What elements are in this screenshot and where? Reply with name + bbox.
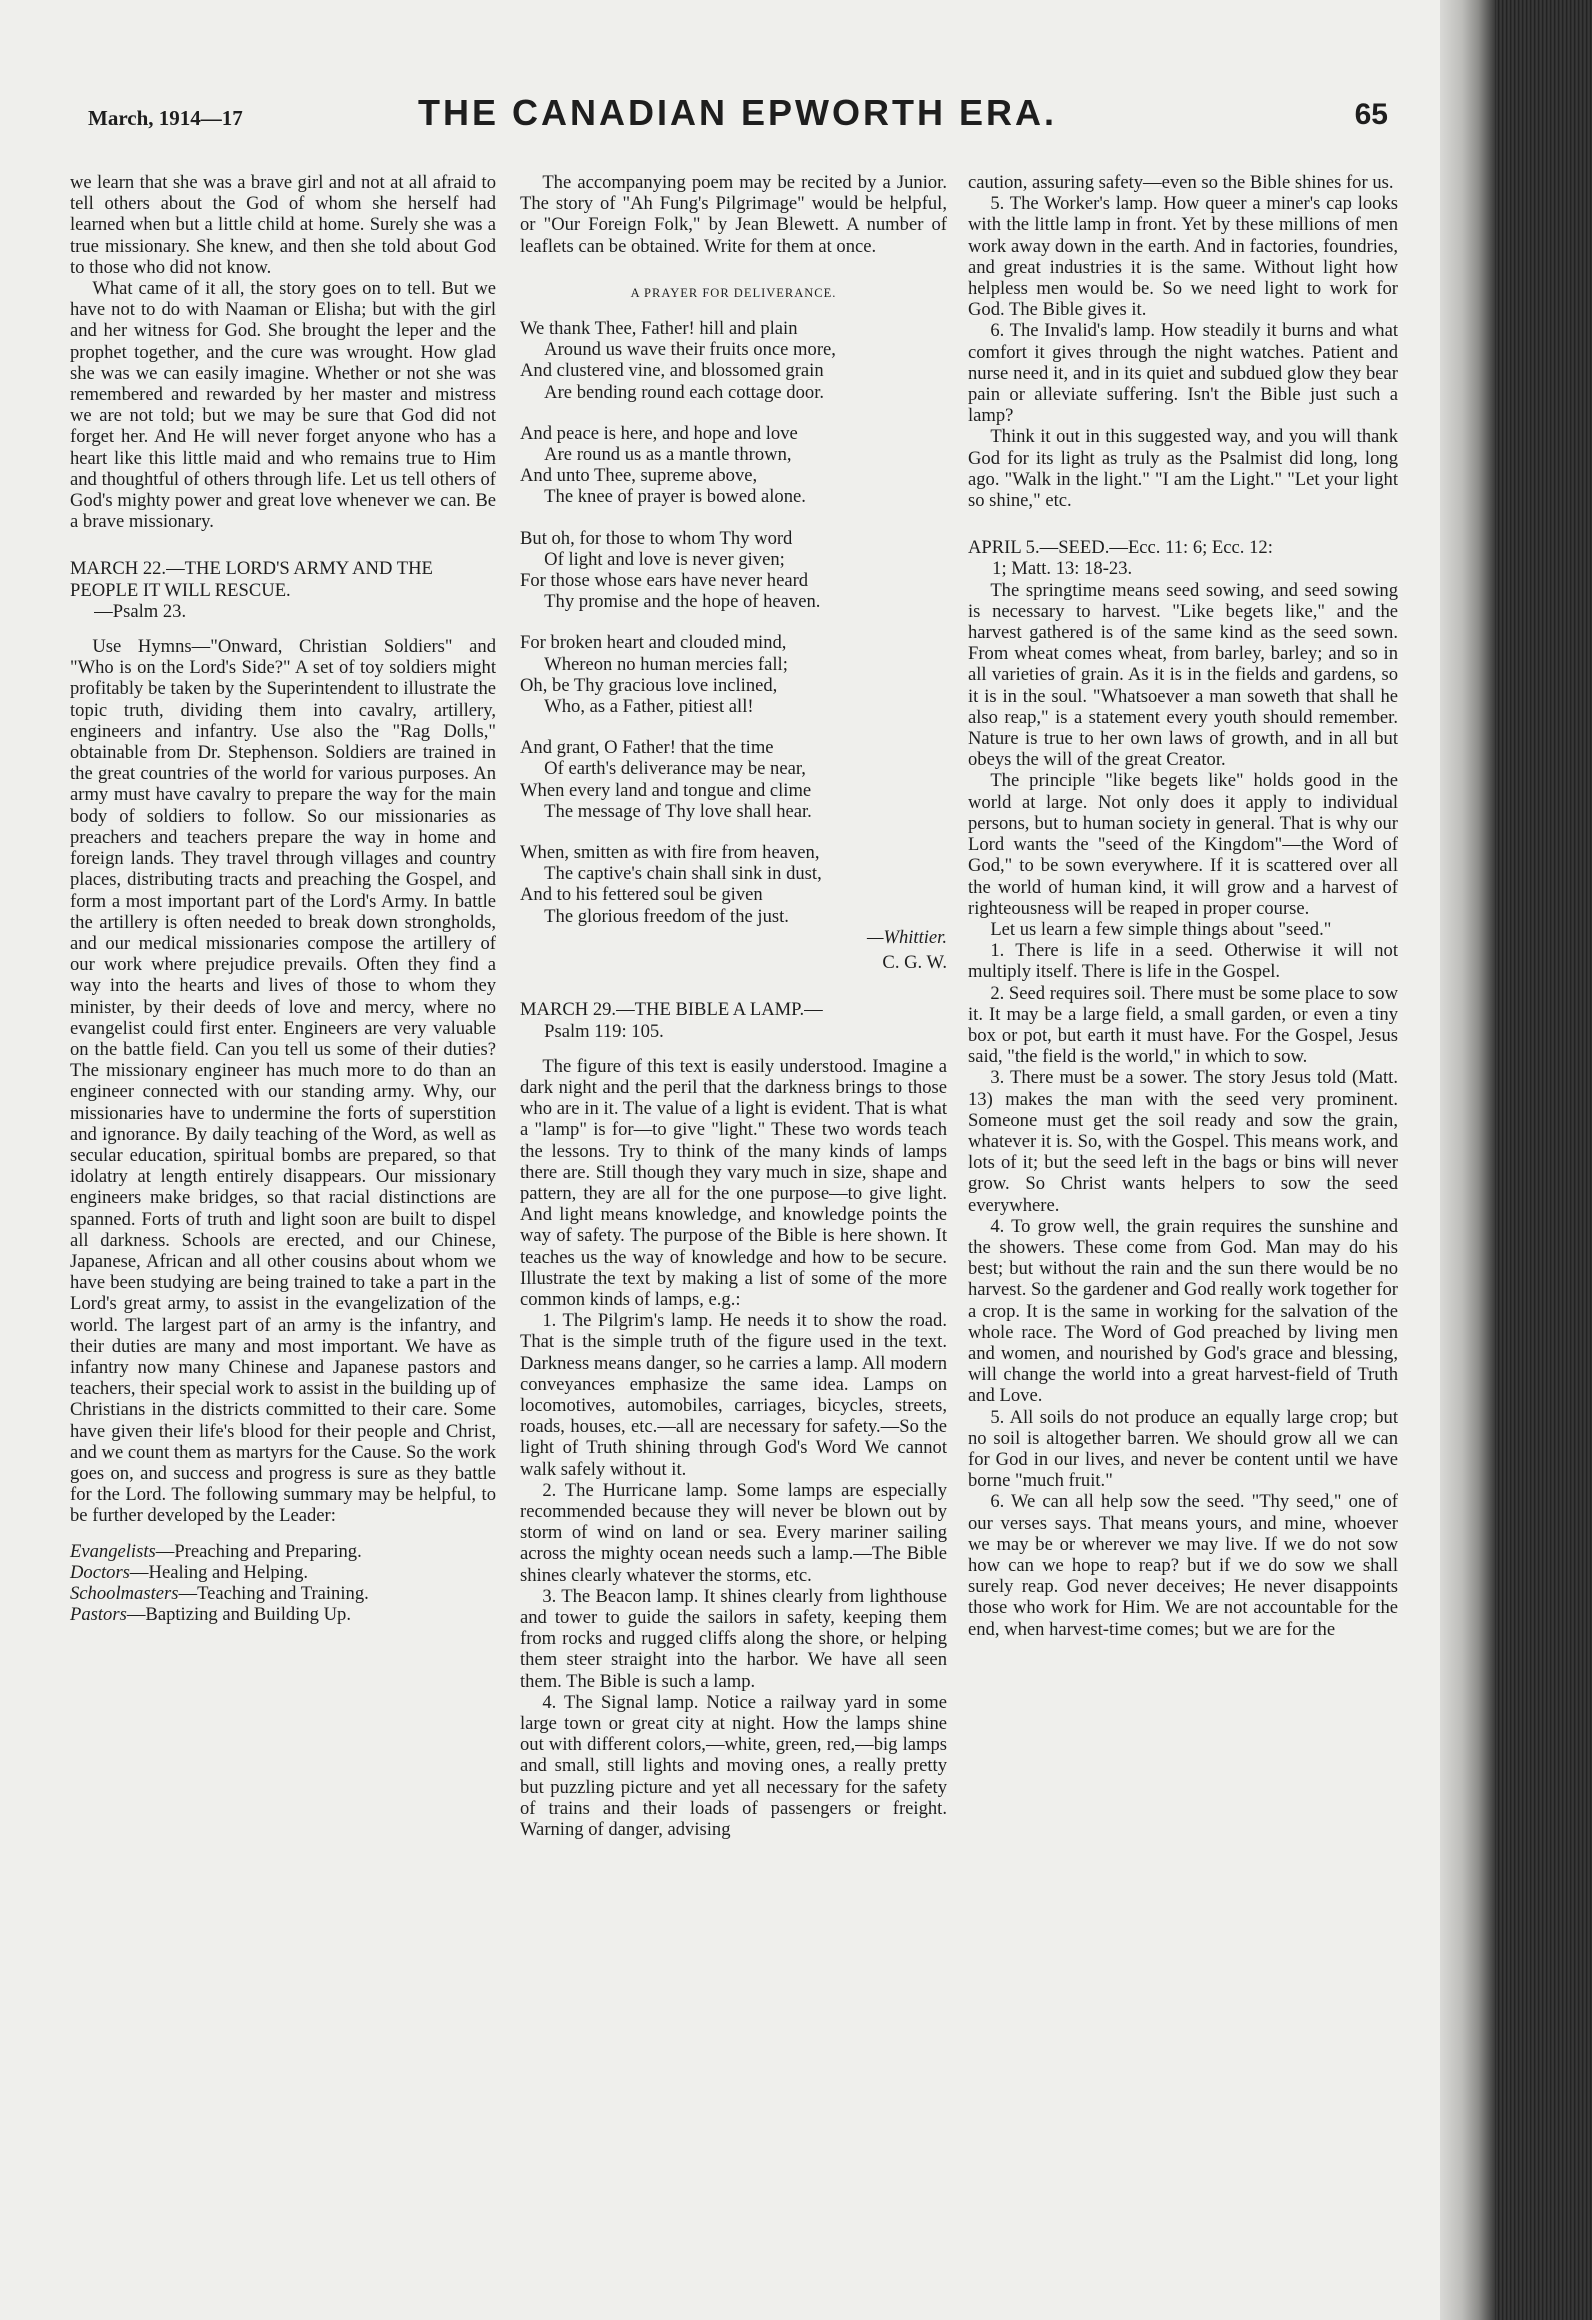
column-1	[70, 172, 496, 1625]
paragraph: 2. Seed requires soil. There must be some place to sow it. It may be a large field, a small garden, or even a tiny box or pot, but earth it must have. For the Gospel, Jesus said, "the field is the world," in which to sow.	[968, 982, 1398, 1068]
section-reference: 1; Matt. 13: 18-23.	[992, 558, 1133, 580]
paragraph: 2. The Hurricane lamp. Some lamps are especially recommended because they will never be blown out by storm of wind on land or sea. Every mariner sailing across the mighty ocean needs such a lamp.—The Bible shines clearly whatever the storms, etc.	[520, 1479, 947, 1586]
role-line: Evangelists—Preaching and Preparing.	[70, 1540, 362, 1562]
column-2	[520, 172, 947, 1840]
page-number: 65	[1354, 98, 1388, 131]
section-heading	[968, 537, 1398, 579]
paragraph: The figure of this text is easily understood. Imagine a dark night and the peril that the darkness brings to those who are in it. The value of a light is evident. That is what a "lamp" is for—to give "light." These two words teach the lessons. Try to think of the many kinds of lamps there are. Still though they vary much in size, shape and pattern, they are all for the one purpose—to give light. And light means knowledge, and knowledge points the way of safety. The purpose of the Bible is here shown. It teaches us the way of knowledge and how to be secure. Illustrate the text by making a list of some of the more common kinds of lamps, e.g.:	[520, 1055, 947, 1310]
page-curl-edge	[1440, 0, 1495, 2320]
section-heading	[70, 558, 496, 622]
paragraph: Let us learn a few simple things about "seed."	[990, 918, 1332, 940]
paragraph: 1. There is life in a seed. Otherwise it will not multiply itself. There is life in the Gospel.	[968, 940, 1398, 983]
poem-stanza: For broken heart and clouded mind, Whereon no human mercies fall; Oh, be Thy gracious love inclined, Who, as a Father, pitiest all!	[520, 632, 788, 718]
paragraph: 6. We can all help sow the seed. "Thy seed," one of our verses says. That means yours, and mine, whoever we may be or wherever we may live. If we do not sow how can we hope to reap? but if we do sow we shall surely reap. God never deceives; He never disappoints those who work for Him. We are not accountable for the end, when harvest-time comes; but we are for the	[968, 1491, 1398, 1640]
poem-stanza: We thank Thee, Father! hill and plain Around us wave their fruits once more, And clustered vine, and blossomed grain Are bending round each cottage door.	[520, 318, 836, 403]
paragraph: 6. The Invalid's lamp. How steadily it burns and what comfort it gives through the night watches. Patient and nurse need it, and in its quiet and subdued glow they bear pain or alleviate suffering. Isn't the Bible just such a lamp?	[968, 320, 1398, 427]
section-title: APRIL 5.—SEED.—Ecc. 11: 6; Ecc. 12:	[968, 537, 1273, 559]
section-title: MARCH 22.—THE LORD'S ARMY AND THE PEOPLE IT WILL RESCUE.	[70, 558, 433, 601]
section-title: MARCH 29.—THE BIBLE A LAMP.—	[520, 999, 823, 1021]
paragraph: 3. There must be a sower. The story Jesus told (Matt. 13) makes the man with the seed very prominent. Someone must get the soil ready and sow the grain, whatever it is. So, with the Gospel. This means work, and lots of it; but the seed left in the bags or bins will never grow. So Christ wants helpers to sow the seed everywhere.	[968, 1067, 1398, 1216]
column-3	[968, 172, 1398, 1640]
section-heading	[520, 999, 947, 1041]
paragraph: caution, assuring safety—even so the Bible shines for us.	[968, 172, 1394, 193]
paragraph: 4. To grow well, the grain requires the sunshine and the showers. These come from God. Man may do his best; but without the rain and the sun there would be no harvest. So the gardener and God really work together for a crop. It is the same in working for the salvation of the whole race. The Word of God preached by living men and women, and nourished by God's grace and blessing, will change the world into a great harvest-field of Truth and Love.	[968, 1215, 1398, 1407]
book-spine-edge	[1495, 0, 1592, 2320]
page-header	[88, 92, 1388, 142]
paragraph: we learn that she was a brave girl and not at all afraid to tell others about the God of whom she herself had learned when but a little child at home. Surely she was a true missionary. She knew, and then she told about God to those who did not know.	[70, 172, 496, 278]
role-summary	[70, 1541, 496, 1626]
poem-stanza: And peace is here, and hope and love Are round us as a mantle thrown, And unto Thee, supreme above, The knee of prayer is bowed alone.	[520, 422, 806, 508]
paragraph: Use Hymns—"Onward, Christian Soldiers" and "Who is on the Lord's Side?" A set of toy soldiers might profitably be taken by the Superintendent to illustrate the topic truth, dividing them into cavalry, artillery, engineers and infantry. Use also the "Rag Dolls," obtainable from Dr. Stephenson. Soldiers are trained in the great countries of the world for various purposes. An army must have cavalry to prepare the way for the main body of soldiers to follow. So our missionaries as preachers and teachers prepare the way in home and foreign lands. They travel through villages and country places, distributing tracts and preaching the Gospel, and form a most important part of the Lord's Army. In battle the artillery is often needed to break down strongholds, and our medical missionaries compose the artillery of our work where prejudice prevails. Often they find a way into the hearts and lives of those to whom they minister, by their deeds of love and mercy, where no evangelist could first enter. Engineers are very valuable on the battle field. Can you tell us some of their duties? The missionary engineer has much more to do than an engineer connected with our standing army. Why, our missionaries have to undermine the forts of superstition and ignorance. By daily teaching of the Word, as well as secular education, spiritual bombs are prepared, so that idolatry at length entirely disappears. Our missionary engineers make bridges, so that racial distinctions are spanned. Forts of truth and light soon are built to dispel all darkness. Schools are erected, and our Chinese, Japanese, African and all other cousins about whom we have been studying are being trained to take a part in the Lord's great army, to assist in the evangelization of the world. The largest part of an army is the infantry, and their duties are many and most important. We have as infantry now many Chinese and Japanese pastors and teachers, their special work to assist in the building up of Christians in the districts committed to their care. Some have given their life's blood for their people and Christ, and we count them as martyrs for the Cause. So the work goes on, and success and progress is sure as they battle for the Lord. The following summary may be helpful, to be further developed by the Leader:	[70, 636, 496, 1527]
paragraph: The accompanying poem may be recited by a Junior. The story of "Ah Fung's Pilgrimage" would be helpful, or "Our Foreign Folk," by Jean Blewett. A number of leaflets can be obtained. Write for them at once.	[520, 172, 947, 257]
poem-stanza: And grant, O Father! that the time Of earth's deliverance may be near, When every land and tongue and clime The message of Thy love shall hear.	[520, 737, 812, 822]
poem-title: A PRAYER FOR DELIVERANCE.	[630, 285, 837, 300]
magazine-title: THE CANADIAN EPWORTH ERA.	[418, 92, 1057, 133]
paragraph: 5. The Worker's lamp. How queer a miner's cap looks with the little lamp in front. Yet by these millions of men work away down in the earth. And in factories, foundries, and great industries it is the same. Without light how helpless men would be. So we need light to work for God. The Bible gives it.	[968, 193, 1398, 321]
poem	[520, 318, 947, 973]
poem-stanza: When, smitten as with fire from heaven, The captive's chain shall sink in dust, And to his fettered soul be given The glorious freedom of the just.	[520, 842, 822, 927]
paragraph: The principle "like begets like" holds good in the world at large. Not only does it apply to individual persons, but to human society in general. That is why our Lord wants the "seed of the Kingdom"—the Word of God," to be sown everywhere. If it is scattered over all the world of human kind, it will grow and a harvest of righteousness will be reaped in proper course.	[968, 770, 1398, 919]
paragraph: 1. The Pilgrim's lamp. He needs it to show the road. That is the simple truth of the figure used in the text. Darkness means danger, so he carries a lamp. All modern conveyances emphasize the same idea. Lamps on locomotives, automobiles, carriages, bicycles, streets, roads, houses, etc.—all are necessary for safety.—So the light of Truth shining through God's Word We cannot walk safely without it.	[520, 1310, 947, 1480]
paragraph: 4. The Signal lamp. Notice a railway yard in some large town or great city at night. How the lamps shine out with different colors,—white, green, red,—big lamps and small, still lights and moving ones, a really pretty but puzzling picture and yet all necessary for the safety of trains and their loads of passengers or freight. Warning of danger, advising	[520, 1691, 947, 1841]
contributor-initials: C. G. W.	[882, 952, 947, 974]
section-reference: —Psalm 23.	[94, 600, 187, 622]
section-reference: Psalm 119: 105.	[544, 1020, 664, 1042]
paragraph: What came of it all, the story goes on to tell. But we have not to do with Naaman or Elisha; but with the girl and her witness for God. She brought the leper and the prophet together, and the cure was wrought. How glad she was we can easily imagine. Whether or not she was remembered and rewarded by her master and mistress we are not told; but we may be sure that God did not forget her. And He will never forget anyone who has a heart like this little maid and who remains true to Him and thoughtful of others through life. Let us tell others of God's mighty power and great love whenever we can. Be a brave missionary.	[70, 278, 496, 533]
paragraph: 3. The Beacon lamp. It shines clearly from lighthouse and tower to guide the sailors in safety, keeping them from rocks and rugged cliffs along the shore, or helping them steer straight into the harbor. We have all seen them. The Bible is such a lamp.	[520, 1585, 947, 1692]
paragraph: The springtime means seed sowing, and seed sowing is necessary to harvest. "Like begets like," and the harvest gathered is of the same kind as the seed sown. From wheat comes wheat, from barley, barley; and so in all varieties of grain. As it is in the fields and gardens, so it is in the soul. "Whatsoever a man soweth that shall he also reap," is a statement every youth should remember. Nature is true to her own laws of growth, and in all but obeys the will of the great Creator.	[968, 579, 1398, 771]
paragraph: Think it out in this suggested way, and you will thank God for its light as truly as the Psalmist did long, long ago. "Walk in the light." "I am the Light." "Let your light so shine," etc.	[968, 426, 1398, 512]
role-line: Pastors—Baptizing and Building Up.	[70, 1604, 351, 1626]
role-line: Doctors—Healing and Helping.	[70, 1561, 309, 1583]
issue-date: March, 1914—17	[88, 106, 243, 130]
paragraph: 5. All soils do not produce an equally large crop; but no soil is altogether barren. We should grow all we can for God in our lives, and never be content until we have borne "much fruit."	[968, 1406, 1398, 1492]
poem-stanza: But oh, for those to whom Thy word Of light and love is never given; For those whose ears have never heard Thy promise and the hope of heaven.	[520, 527, 821, 613]
role-line: Schoolmasters—Teaching and Training.	[70, 1583, 369, 1604]
poem-author: —Whittier.	[866, 926, 947, 948]
